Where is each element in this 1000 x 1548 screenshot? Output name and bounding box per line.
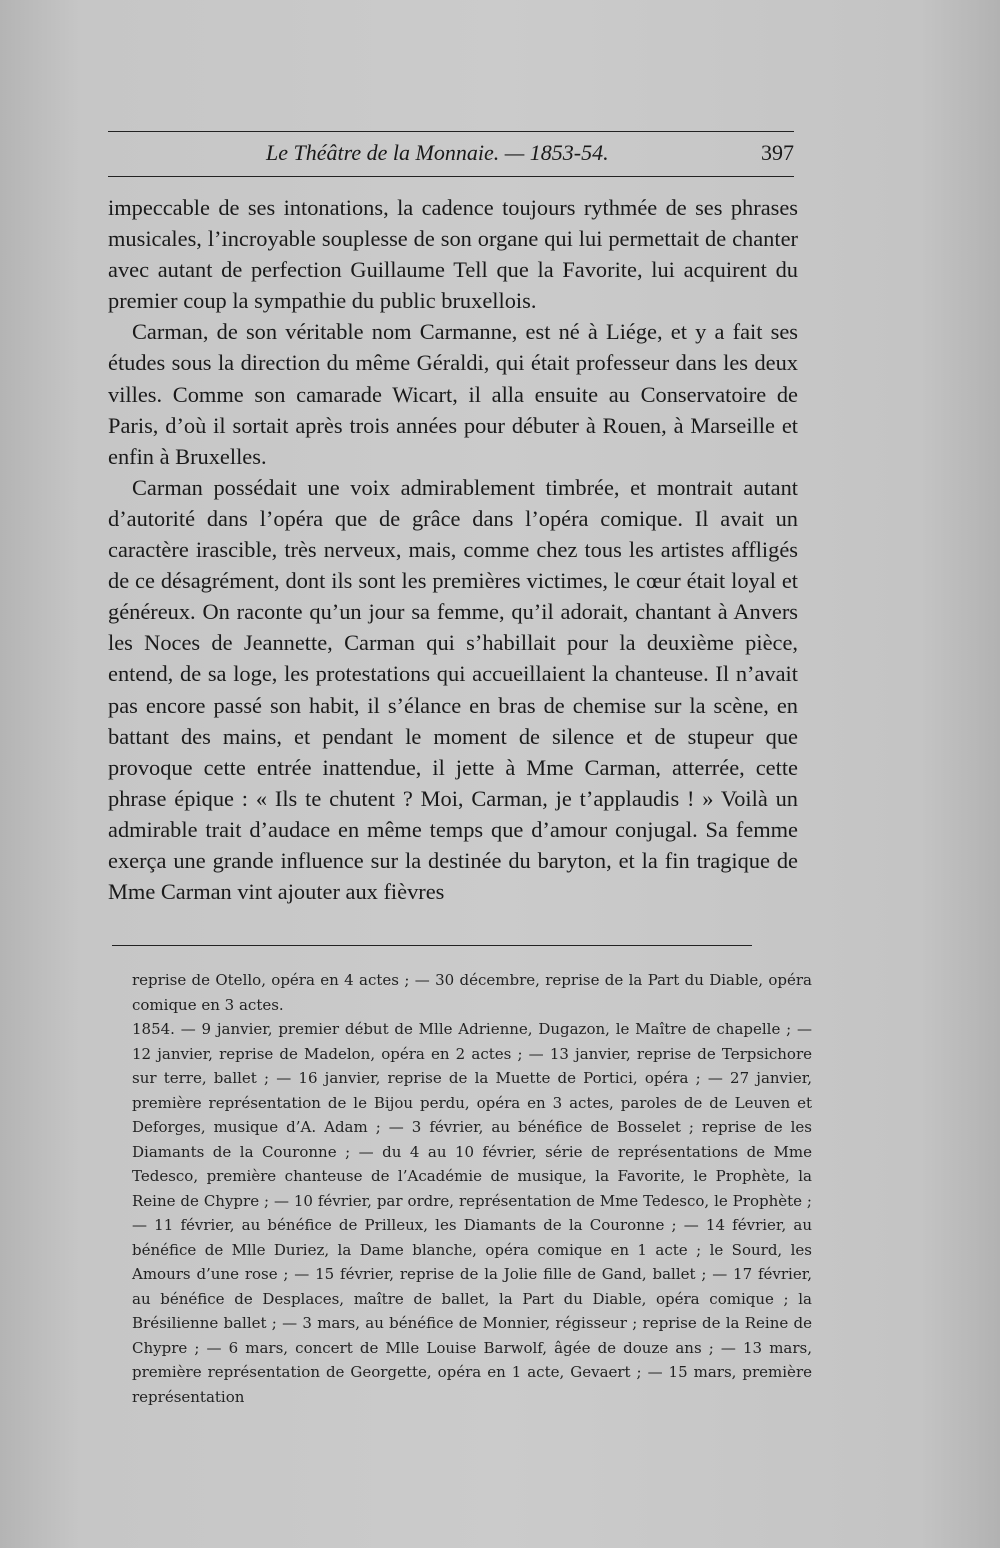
paragraph: Carman, de son véritable nom Carmanne, est né à Liége, et y a fait ses études sous la direction du même Géraldi, qui était professeur dans les deux villes. Comme son camarade Wicart, il alla ensuite au Conservatoire de Paris, d’où il sortait après trois années pour débuter à Rouen, à Marseille et enfin à Bruxelles. bbox=[108, 319, 798, 469]
footnotes bbox=[132, 968, 812, 1409]
footnote-rule bbox=[112, 945, 752, 946]
footnote-line: reprise de Otello, opéra en 4 actes ; — 30 décembre, reprise de la Part du Diable, opéra comique en 3 actes. bbox=[132, 971, 812, 1014]
header-rule-top bbox=[108, 131, 794, 132]
running-title: Le Théâtre de la Monnaie. — 1853-54. bbox=[266, 140, 609, 165]
header-rule-bottom bbox=[108, 176, 794, 177]
paragraph: impeccable de ses intonations, la cadence toujours rythmée de ses phrases musicales, l’incroyable souplesse de son organe qui lui permettait de chanter avec autant de perfection Guillaume Tell que la Favorite, lui acquirent du premier coup la sympathie du public bruxellois. bbox=[108, 195, 798, 314]
paragraph: Carman possédait une voix admirablement timbrée, et montrait autant d’autorité dans l’opéra que de grâce dans l’opéra comique. Il avait un caractère irascible, très nerveux, mais, comme chez tous les artistes affligés de ce désagrément, dont ils sont les premières victimes, le cœur était loyal et généreux. On raconte qu’un jour sa femme, qu’il adorait, chantant à Anvers les Noces de Jeannette, Carman qui s’habillait pour la deuxième pièce, entend, de sa loge, les protestations qui accueillaient la chanteuse. Il n’avait pas encore passé son habit, il s’élance en bras de chemise sur la scène, en battant des mains, et pendant le moment de silence et de stupeur que provoque cette entrée inattendue, il jette à Mme Carman, atterrée, cette phrase épique : « Ils te chutent ? Moi, Carman, je t’applaudis ! » Voilà un admirable trait d’audace en même temps que d’amour conjugal. Sa femme exerça une grande influence sur la destinée du baryton, et la fin tragique de Mme Carman vint ajouter aux fièvres bbox=[108, 474, 798, 905]
footnote-line: 1854. — 9 janvier, premier début de Mlle Adrienne, Dugazon, le Maître de chapelle ; — 12 janvier, reprise de Madelon, opéra en 2 actes ; — 13 janvier, reprise de Terpsichore sur terre, ballet ; — 16 janvier, reprise de la Muette de Portici, opéra ; — 27 janvier, première représentation de le Bijou perdu, opéra en 3 actes, paroles de de Leuven et Deforges, musique d’A. Adam ; — 3 février, au bénéfice de Bosselet ; reprise de les Diamants de la Couronne ; — du 4 au 10 février, série de représentations de Mme Tedesco, première chanteuse de l’Académie de musique, la Favorite, le Prophète, la Reine de Chypre ; — 10 février, par ordre, représentation de Mme Tedesco, le Prophète ; — 11 février, au bénéfice de Prilleux, les Diamants de la Couronne ; — 14 février, au bénéfice de Mlle Duriez, la Dame blanche, opéra comique en 1 acte ; le Sourd, les Amours d’une rose ; — 15 février, reprise de la Jolie fille de Gand, ballet ; — 17 février, au bénéfice de Desplaces, maître de ballet, la Part du Diable, opéra comique ; la Brésilienne ballet ; — 3 mars, au bénéfice de Monnier, régisseur ; reprise de la Reine de Chypre ; — 6 mars, concert de Mlle Louise Barwolf, âgée de douze ans ; — 13 mars, première représentation de Georgette, opéra en 1 acte, Gevaert ; — 15 mars, première représentation bbox=[132, 1020, 812, 1406]
running-header bbox=[108, 136, 794, 170]
main-text bbox=[108, 192, 798, 907]
page-number: 397 bbox=[761, 140, 794, 165]
